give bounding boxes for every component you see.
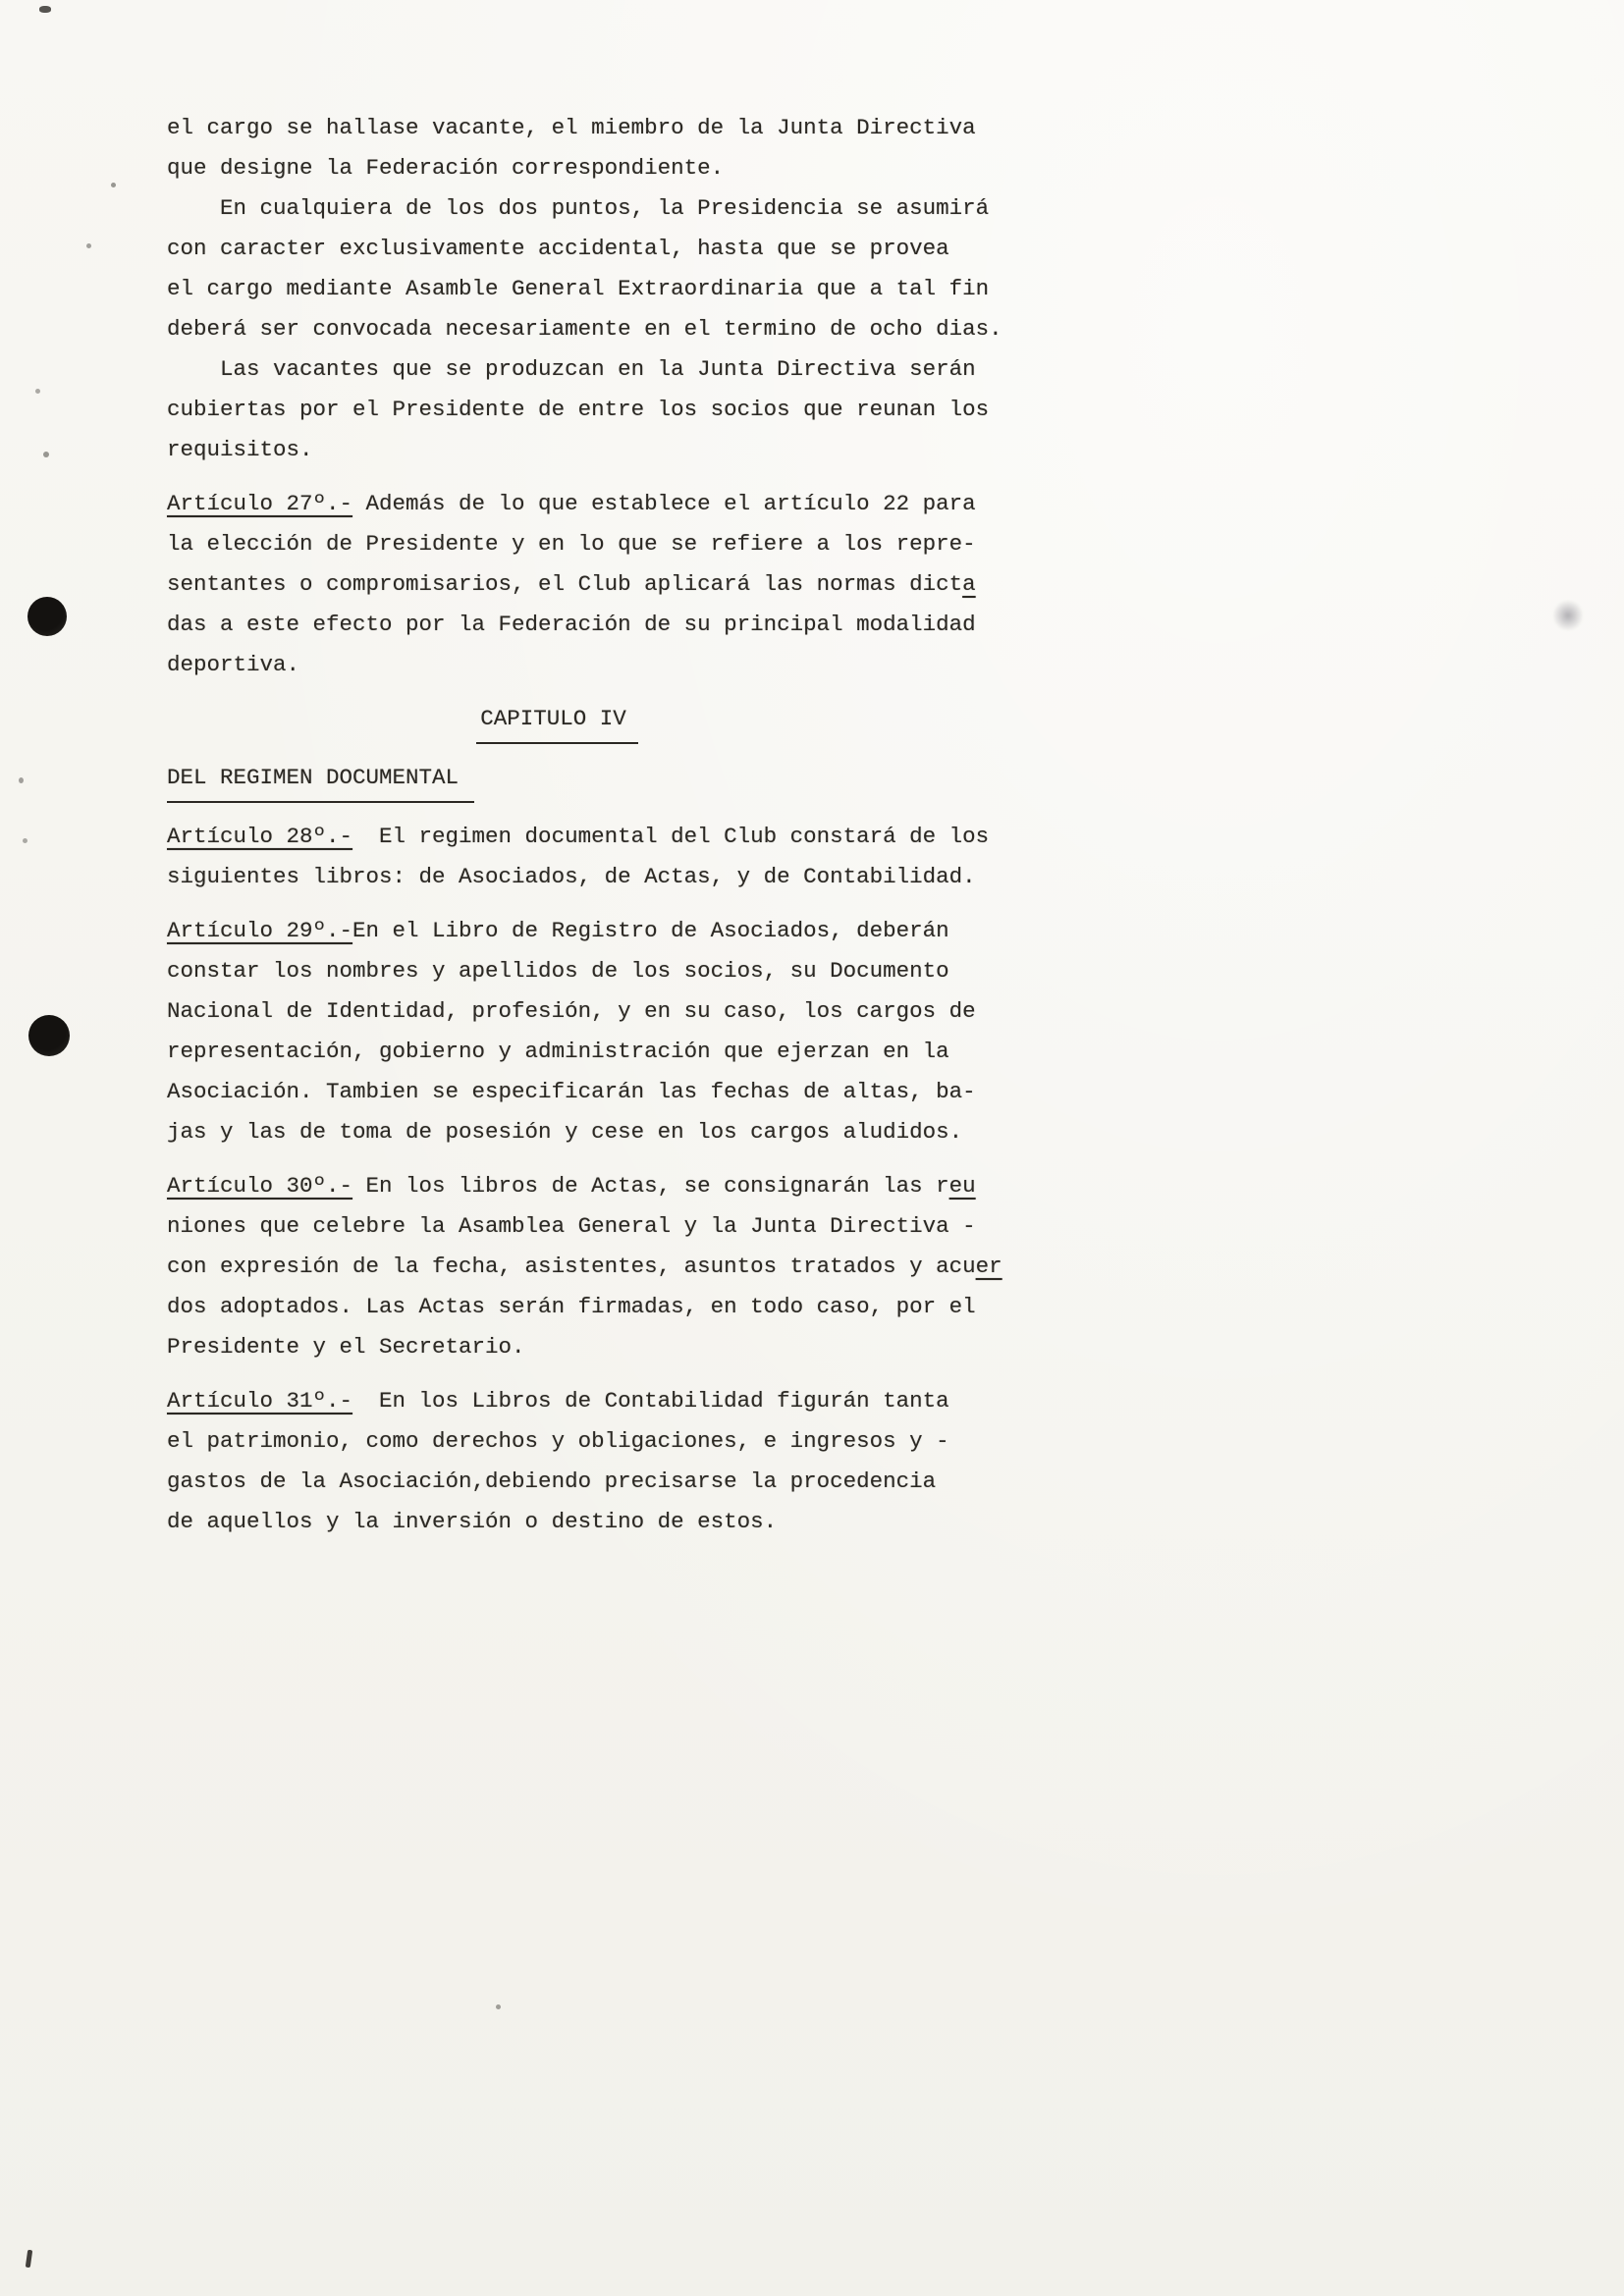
- article-title: Artículo 27º.-: [167, 491, 353, 516]
- scan-speck: [39, 6, 51, 13]
- chapter-heading: CAPITULO IV: [476, 699, 638, 744]
- article-block: [167, 1381, 1016, 1542]
- article-block: [167, 1166, 1016, 1367]
- line-text: sentantes o compromisarios, el Club aplicará las normas dict: [167, 571, 963, 597]
- text-line: Asociación. Tambien se especificarán las fechas de altas, ba-: [167, 1079, 976, 1104]
- line-text: En el Libro de Registro de Asociados, deberán: [352, 918, 949, 943]
- hyphenation-underline: a: [962, 571, 976, 597]
- line-text: En los libros de Actas, se consignarán las r: [352, 1173, 949, 1199]
- article-title: Artículo 31º.-: [167, 1388, 353, 1414]
- paragraph-block: [167, 349, 1016, 470]
- text-line: siguientes libros: de Asociados, de Actas, y de Contabilidad.: [167, 864, 976, 889]
- paragraph-block: [167, 188, 1016, 349]
- text-line: [167, 484, 1016, 524]
- text-line: constar los nombres y apellidos de los socios, su Documento: [167, 958, 949, 984]
- paragraph-block: [167, 108, 1016, 188]
- text-line: requisitos.: [167, 437, 313, 462]
- scan-speck: [43, 452, 49, 457]
- line-text: Además de lo que establece el artículo 22 para: [352, 491, 976, 516]
- text-line: deportiva.: [167, 652, 300, 677]
- line-text: El regimen documental del Club constará de los: [352, 824, 990, 849]
- text-line: el cargo se hallase vacante, el miembro de la Junta Directiva: [167, 115, 976, 140]
- text-line: En cualquiera de los dos puntos, la Presidencia se asumirá: [167, 195, 990, 221]
- text-line: [167, 1247, 1016, 1287]
- text-line: el cargo mediante Asamble General Extraordinaria que a tal fin: [167, 276, 990, 301]
- scan-speck: [23, 838, 27, 843]
- section-heading: DEL REGIMEN DOCUMENTAL: [167, 758, 474, 803]
- scan-speck: [35, 389, 40, 394]
- text-line: [167, 1166, 1016, 1206]
- scan-speck: [111, 183, 116, 187]
- document-content: [167, 108, 1016, 1542]
- article-title: Artículo 30º.-: [167, 1173, 353, 1199]
- scan-corner-mark: [26, 2250, 32, 2269]
- scan-speck: [19, 777, 24, 783]
- text-line: gastos de la Asociación,debiendo precisarse la procedencia: [167, 1468, 937, 1494]
- line-text: con expresión de la fecha, asistentes, asuntos tratados y acu: [167, 1254, 976, 1279]
- article-title: Artículo 28º.-: [167, 824, 353, 849]
- article-block: [167, 484, 1016, 685]
- article-block: [167, 911, 1016, 1152]
- text-line: deberá ser convocada necesariamente en el termino de ocho dias.: [167, 316, 1002, 342]
- text-line: jas y las de toma de posesión y cese en los cargos aludidos.: [167, 1119, 963, 1145]
- line-text: En los Libros de Contabilidad figurán tanta: [352, 1388, 949, 1414]
- scan-speck: [496, 2004, 501, 2009]
- section-block: [167, 758, 1016, 803]
- hyphenation-underline: er: [975, 1254, 1002, 1279]
- text-line: que designe la Federación correspondiente.: [167, 155, 725, 181]
- article-title: Artículo 29º.-: [167, 918, 353, 943]
- text-line: [167, 564, 1016, 605]
- text-line: [167, 911, 1016, 951]
- text-line: niones que celebre la Asamblea General y la Junta Directiva -: [167, 1213, 976, 1239]
- text-line: dos adoptados. Las Actas serán firmadas, en todo caso, por el: [167, 1294, 976, 1319]
- article-block: [167, 817, 1016, 897]
- hole-punch-mark: [27, 597, 67, 636]
- text-line: de aquellos y la inversión o destino de estos.: [167, 1509, 778, 1534]
- text-line: representación, gobierno y administración que ejerzan en la: [167, 1039, 949, 1064]
- text-line: [167, 1381, 1016, 1421]
- scan-smudge: [1553, 599, 1583, 632]
- text-line: el patrimonio, como derechos y obligaciones, e ingresos y -: [167, 1428, 949, 1454]
- hyphenation-underline: eu: [948, 1173, 976, 1199]
- chapter-block: [167, 699, 1016, 744]
- text-line: Nacional de Identidad, profesión, y en su caso, los cargos de: [167, 998, 976, 1024]
- text-line: con caracter exclusivamente accidental, hasta que se provea: [167, 236, 949, 261]
- hole-punch-mark: [28, 1015, 70, 1056]
- text-line: Presidente y el Secretario.: [167, 1334, 525, 1360]
- text-line: Las vacantes que se produzcan en la Junta Directiva serán: [167, 356, 976, 382]
- text-line: la elección de Presidente y en lo que se refiere a los repre-: [167, 531, 976, 557]
- text-line: das a este efecto por la Federación de su principal modalidad: [167, 612, 976, 637]
- text-line: cubiertas por el Presidente de entre los socios que reunan los: [167, 397, 990, 422]
- text-line: [167, 817, 1016, 857]
- scan-speck: [86, 243, 91, 248]
